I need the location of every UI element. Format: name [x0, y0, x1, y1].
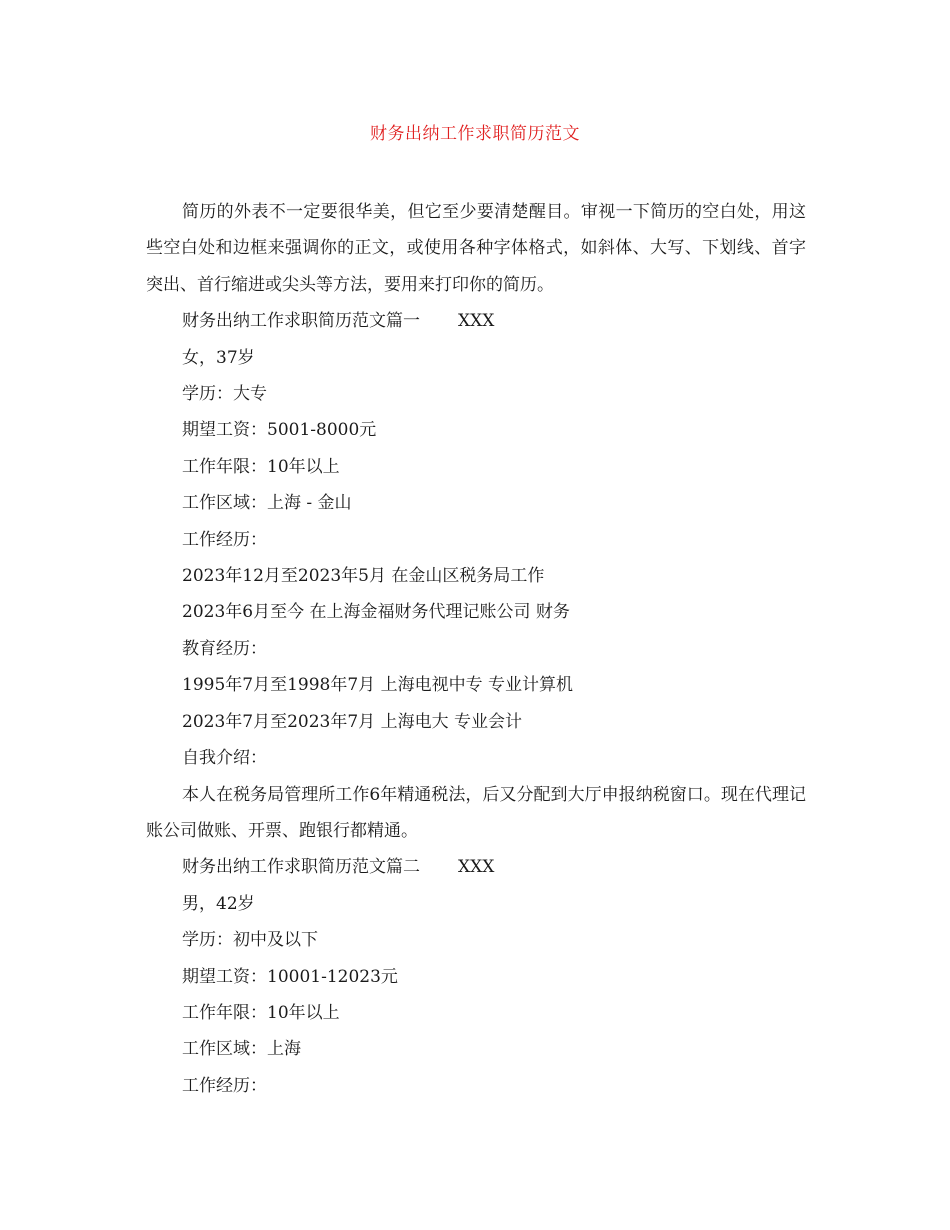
resume2-heading-line — [146, 849, 806, 885]
resume1-work-item: 2023年6月至今 在上海金福财务代理记账公司 财务 — [182, 602, 570, 623]
resume1-salary: 期望工资：5001-8000元 — [182, 420, 377, 441]
intro-paragraph: 简历的外表不一定要很华美，但它至少要清楚醒目。审视一下简历的空白处，用这些空白处和边框来强调你的正文，或使用各种字体格式，如斜体、大写、下划线、首字突出、首行缩进或尖头等方法，要用来打印你的简历。 — [146, 202, 806, 295]
resume2-heading: 财务出纳工作求职简历范文篇二 — [182, 857, 420, 878]
document-title: 财务出纳工作求职简历范文 — [370, 124, 580, 144]
resume1-name: XXX — [458, 311, 495, 332]
resume1-self-intro: 本人在税务局管理所工作6年精通税法，后又分配到大厅申报纳税窗口。现在代理记账公司做账、开票、跑银行都精通。 — [146, 784, 806, 841]
resume1-self-label: 自我介绍： — [182, 748, 267, 769]
resume2-education: 学历：初中及以下 — [182, 930, 318, 951]
resume2-years: 工作年限：10年以上 — [182, 1002, 340, 1023]
resume1-years: 工作年限：10年以上 — [182, 456, 340, 477]
resume2-gender-age: 男，42岁 — [182, 893, 255, 914]
resume1-gender-age: 女，37岁 — [182, 347, 255, 368]
resume1-edu-item: 1995年7月至1998年7月 上海电视中专 专业计算机 — [182, 675, 573, 696]
resume2-work-label: 工作经历： — [182, 1075, 267, 1096]
resume1-edu-item: 2023年7月至2023年7月 上海电大 专业会计 — [182, 711, 522, 732]
document-body — [146, 194, 806, 1104]
resume1-edu-label: 教育经历： — [182, 638, 267, 659]
resume1-heading-line — [146, 303, 806, 339]
resume2-name: XXX — [458, 857, 495, 878]
resume1-area: 工作区域：上海 - 金山 — [182, 493, 352, 514]
resume2-area: 工作区域：上海 — [182, 1039, 301, 1060]
resume1-education: 学历：大专 — [182, 384, 267, 405]
resume1-heading: 财务出纳工作求职简历范文篇一 — [182, 311, 420, 332]
resume2-salary: 期望工资：10001-12023元 — [182, 966, 398, 987]
resume1-work-label: 工作经历： — [182, 529, 267, 550]
resume1-work-item: 2023年12月至2023年5月 在金山区税务局工作 — [182, 566, 545, 587]
